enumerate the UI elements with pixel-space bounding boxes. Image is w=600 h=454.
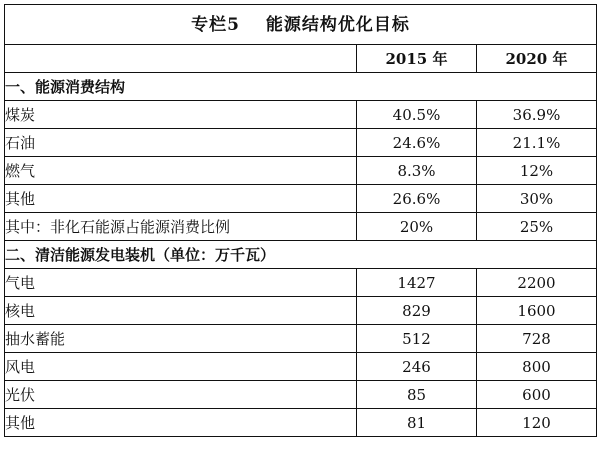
value-2020: 728 (477, 325, 597, 353)
section-heading-row (5, 73, 597, 101)
table-row (5, 381, 597, 409)
row-label: 核电 (5, 297, 357, 325)
table-row (5, 409, 597, 437)
section-heading-clean-energy: 二、清洁能源发电装机（单位：万千瓦） (5, 241, 597, 269)
value-2020: 12% (477, 157, 597, 185)
value-2015: 246 (357, 353, 477, 381)
value-2015: 20% (357, 213, 477, 241)
value-2020: 600 (477, 381, 597, 409)
value-2015: 40.5% (357, 101, 477, 129)
table-row (5, 157, 597, 185)
table-row (5, 129, 597, 157)
energy-structure-table (4, 4, 597, 437)
value-2015: 829 (357, 297, 477, 325)
row-label: 风电 (5, 353, 357, 381)
column-label: 专栏5 (191, 14, 240, 35)
value-2020: 2200 (477, 269, 597, 297)
row-label: 石油 (5, 129, 357, 157)
table-title-row (5, 5, 597, 45)
header-blank-cell (5, 45, 357, 73)
row-label-non-fossil: 其中：非化石能源占能源消费比例 (5, 213, 357, 241)
value-2015: 26.6% (357, 185, 477, 213)
section-heading-consumption: 一、能源消费结构 (5, 73, 597, 101)
table-title (5, 5, 597, 45)
row-label: 气电 (5, 269, 357, 297)
section-heading-row (5, 241, 597, 269)
value-2020: 30% (477, 185, 597, 213)
header-2015: 2015 年 (357, 45, 477, 73)
table-row (5, 185, 597, 213)
header-row (5, 45, 597, 73)
row-label: 其他 (5, 185, 357, 213)
table-row (5, 269, 597, 297)
table-row (5, 353, 597, 381)
header-2020: 2020 年 (477, 45, 597, 73)
value-2020: 36.9% (477, 101, 597, 129)
value-2015: 81 (357, 409, 477, 437)
row-label: 燃气 (5, 157, 357, 185)
row-label: 其他 (5, 409, 357, 437)
value-2015: 85 (357, 381, 477, 409)
table-row (5, 325, 597, 353)
table-row (5, 297, 597, 325)
value-2020: 1600 (477, 297, 597, 325)
row-label: 抽水蓄能 (5, 325, 357, 353)
table-row (5, 101, 597, 129)
row-label: 煤炭 (5, 101, 357, 129)
table-row (5, 213, 597, 241)
value-2015: 512 (357, 325, 477, 353)
value-2015: 8.3% (357, 157, 477, 185)
value-2015: 1427 (357, 269, 477, 297)
value-2015: 24.6% (357, 129, 477, 157)
row-label: 光伏 (5, 381, 357, 409)
value-2020: 120 (477, 409, 597, 437)
title-text: 能源结构优化目标 (265, 14, 410, 35)
value-2020: 25% (477, 213, 597, 241)
value-2020: 21.1% (477, 129, 597, 157)
value-2020: 800 (477, 353, 597, 381)
